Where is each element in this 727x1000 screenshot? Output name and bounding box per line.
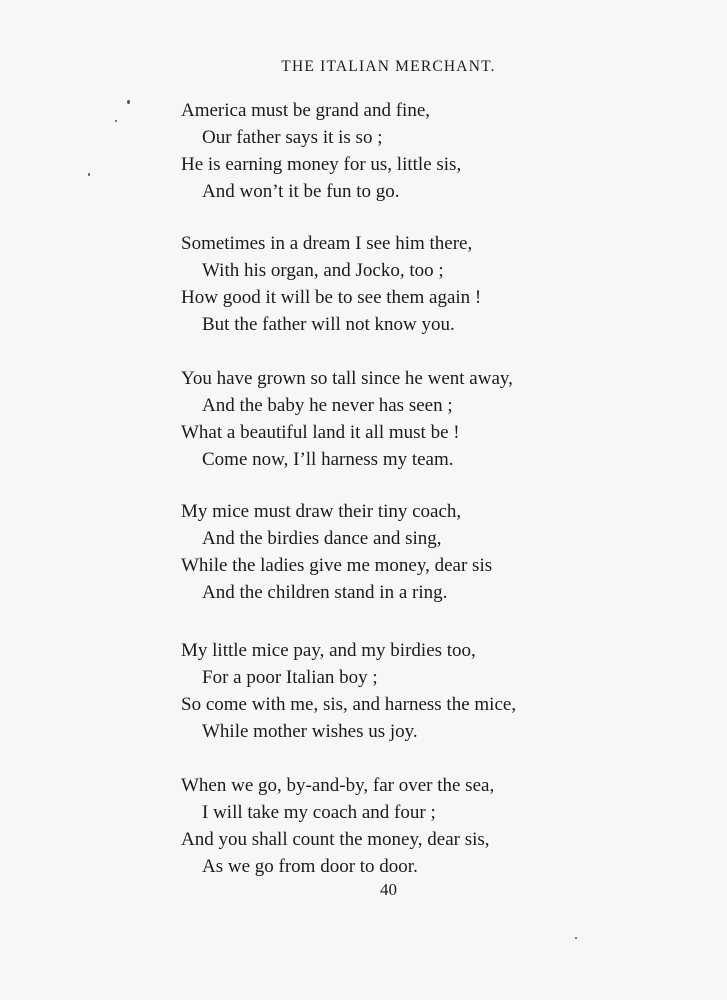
poem-line: You have grown so tall since he went away, bbox=[181, 368, 513, 389]
page-number: 40 bbox=[380, 880, 397, 899]
poem-line: My mice must draw their tiny coach, bbox=[181, 501, 462, 522]
poem-line: I will take my coach and four ; bbox=[202, 802, 436, 823]
poem-line: How good it will be to see them again ! bbox=[181, 287, 482, 308]
poem-line: And you shall count the money, dear sis, bbox=[181, 829, 490, 850]
stanza-4 bbox=[181, 498, 492, 606]
paper-speck bbox=[575, 937, 577, 939]
poem-line: So come with me, sis, and harness the mice, bbox=[181, 694, 517, 715]
stanza-6 bbox=[181, 772, 494, 880]
poem-line: And the baby he never has seen ; bbox=[202, 395, 453, 416]
stanza-1 bbox=[181, 97, 461, 205]
poem-line: America must be grand and fine, bbox=[181, 100, 431, 121]
paper-speck bbox=[127, 100, 130, 104]
poem-line: Come now, I’ll harness my team. bbox=[202, 449, 454, 470]
poem-line: When we go, by-and-by, far over the sea, bbox=[181, 775, 495, 796]
poem-line: Our father says it is so ; bbox=[202, 127, 383, 148]
poem-line: My little mice pay, and my birdies too, bbox=[181, 640, 476, 661]
poem-line: While mother wishes us joy. bbox=[202, 721, 418, 742]
poem-line: Sometimes in a dream I see him there, bbox=[181, 233, 473, 254]
paper-speck bbox=[115, 120, 117, 122]
page-title: THE ITALIAN MERCHANT. bbox=[281, 58, 496, 75]
stanza-3 bbox=[181, 365, 513, 473]
poem-line: And the birdies dance and sing, bbox=[202, 528, 442, 549]
stanza-5 bbox=[181, 637, 516, 745]
stanza-2 bbox=[181, 230, 481, 338]
poem-line: And the children stand in a ring. bbox=[202, 582, 448, 603]
poem-line: But the father will not know you. bbox=[202, 314, 455, 335]
poem-line: He is earning money for us, little sis, bbox=[181, 154, 462, 175]
poem-line: For a poor Italian boy ; bbox=[202, 667, 378, 688]
paper-speck bbox=[88, 173, 90, 176]
poem-line: While the ladies give me money, dear sis bbox=[181, 555, 493, 576]
poem-line: With his organ, and Jocko, too ; bbox=[202, 260, 444, 281]
poem-line: And won’t it be fun to go. bbox=[202, 181, 400, 202]
poem-line: As we go from door to door. bbox=[202, 856, 418, 877]
poem-line: What a beautiful land it all must be ! bbox=[181, 422, 460, 443]
